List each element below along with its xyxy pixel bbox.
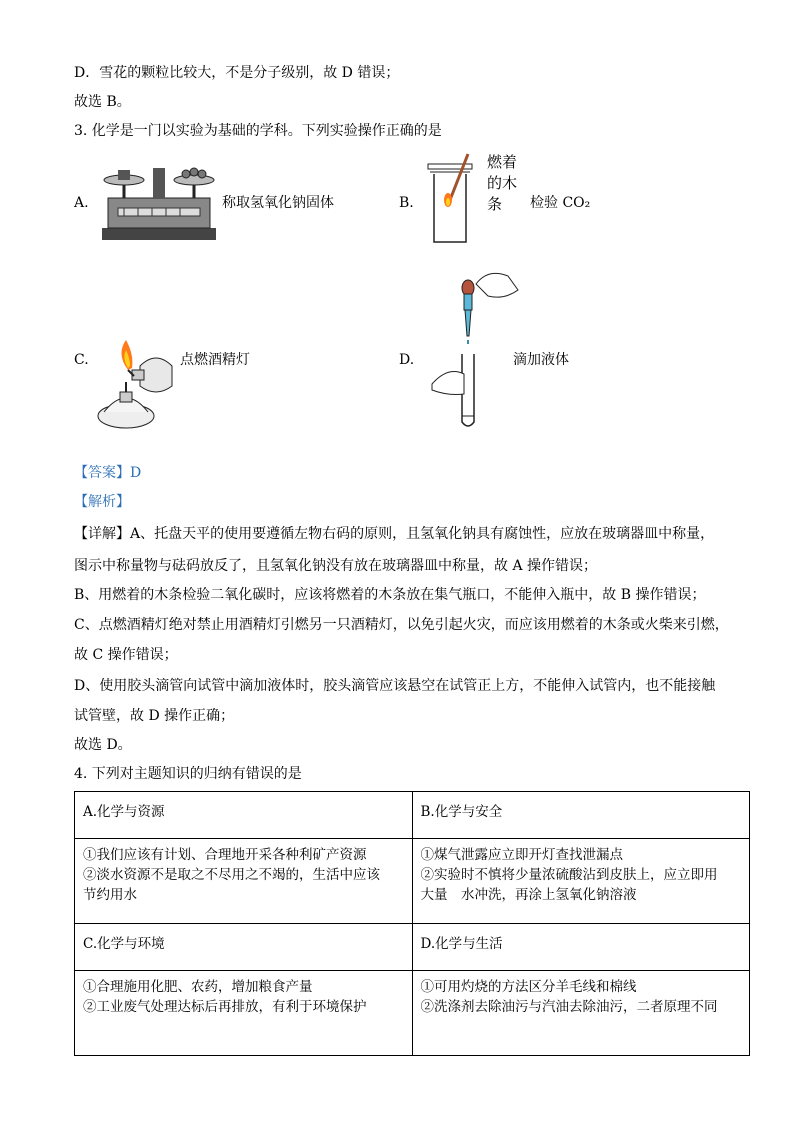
table-header-cell: B.化学与安全 (412, 792, 750, 839)
table-row (75, 839, 750, 924)
q3-stem: 3. 化学是一门以实验为基础的学科。下列实验操作正确的是 (74, 123, 442, 139)
q4-stem: 4. 下列对主题知识的归纳有错误的是 (74, 766, 302, 782)
table-header-cell: C.化学与环境 (75, 924, 413, 971)
analysis-tag: 【解析】 (74, 494, 130, 510)
option-d-caption: 滴加液体 (513, 352, 569, 368)
cell-line: ②工业废气处理达标后再排放，有利于环境保护 (83, 999, 367, 1015)
knowledge-summary-table (74, 791, 750, 1056)
table-row (75, 971, 750, 1056)
burning-stick-label (487, 152, 517, 215)
balance-scale-figure (98, 158, 220, 244)
cell-line: 大量 水冲洗，再涂上氢氧化钠溶液 (420, 887, 637, 903)
option-c-letter: C. (74, 352, 89, 368)
table-row (75, 792, 750, 839)
detail-line: 试管壁，故 D 操作正确； (74, 708, 235, 724)
cell-line: ①可用灼烧的方法区分羊毛线和棉线 (420, 979, 637, 995)
table-header-cell: D.化学与生活 (412, 924, 750, 971)
detail-line: C、点燃酒精灯绝对禁止用酒精灯引燃另一只酒精灯，以免引起火灾，而应该用燃着的木条或火柴来引燃， (74, 617, 729, 633)
cell-line: ①煤气泄露应立即开灯查找泄漏点 (420, 847, 623, 863)
dropper-test-tube-figure (428, 266, 520, 432)
option-a-caption: 称取氢氧化钠固体 (222, 195, 334, 211)
cell-line: ②淡水资源不是取之不尽用之不竭的，生活中应该 (83, 867, 380, 883)
table-cell (412, 839, 750, 924)
gas-jar-figure (426, 150, 486, 248)
detail-line: 故选 D。 (74, 737, 132, 753)
cell-line: ②洗涤剂去除油污与汽油去除油污，二者原理不同 (420, 999, 718, 1015)
table-cell (75, 839, 413, 924)
cell-line: ①我们应该有计划、合理地开采各种利矿产资源 (83, 847, 367, 863)
option-a-letter: A. (74, 195, 89, 211)
burning-stick-label-line: 条 (487, 195, 503, 213)
table-header-cell: A.化学与资源 (75, 792, 413, 839)
option-d-letter: D. (399, 352, 415, 368)
detail-line: 故 C 操作错误； (74, 647, 178, 663)
burning-stick-label-line: 燃着 (487, 153, 518, 171)
prev-answer-line-1: D．雪花的颗粒比较大，不是分子级别，故 D 错误； (74, 65, 400, 81)
prev-answer-line-2: 故选 B。 (74, 94, 131, 110)
detail-line: D、使用胶头滴管向试管中滴加液体时，胶头滴管应该悬空在试管正上方，不能伸入试管内，也不能接触 (74, 678, 716, 694)
detail-line: B、用燃着的木条检验二氧化碳时，应该将燃着的木条放在集气瓶口，不能伸入瓶中，故 B 操作错误； (74, 587, 706, 603)
table-row (75, 924, 750, 971)
burning-stick-label-line: 的木 (487, 174, 518, 192)
cell-line: 节约用水 (83, 887, 137, 903)
table-cell (412, 971, 750, 1056)
detail-line: 【详解】A、托盘天平的使用要遵循左物右码的原则，且氢氧化钠具有腐蚀性，应放在玻璃器皿中称量， (74, 526, 715, 542)
option-c-caption: 点燃酒精灯 (180, 352, 250, 368)
option-b-letter: B. (399, 195, 414, 211)
cell-line: ②实验时不慎将少量浓硫酸沾到皮肤上，应立即用 (420, 867, 718, 883)
table-cell (75, 971, 413, 1056)
alcohol-lamp-figure (94, 336, 180, 432)
detail-line: 图示中称量物与砝码放反了，且氢氧化钠没有放在玻璃器皿中称量，故 A 操作错误； (74, 558, 598, 574)
answer-tag: 【答案】D (74, 465, 142, 481)
cell-line: ①合理施用化肥、农药，增加粮食产量 (83, 979, 313, 995)
option-b-caption: 检验 CO₂ (530, 195, 591, 211)
